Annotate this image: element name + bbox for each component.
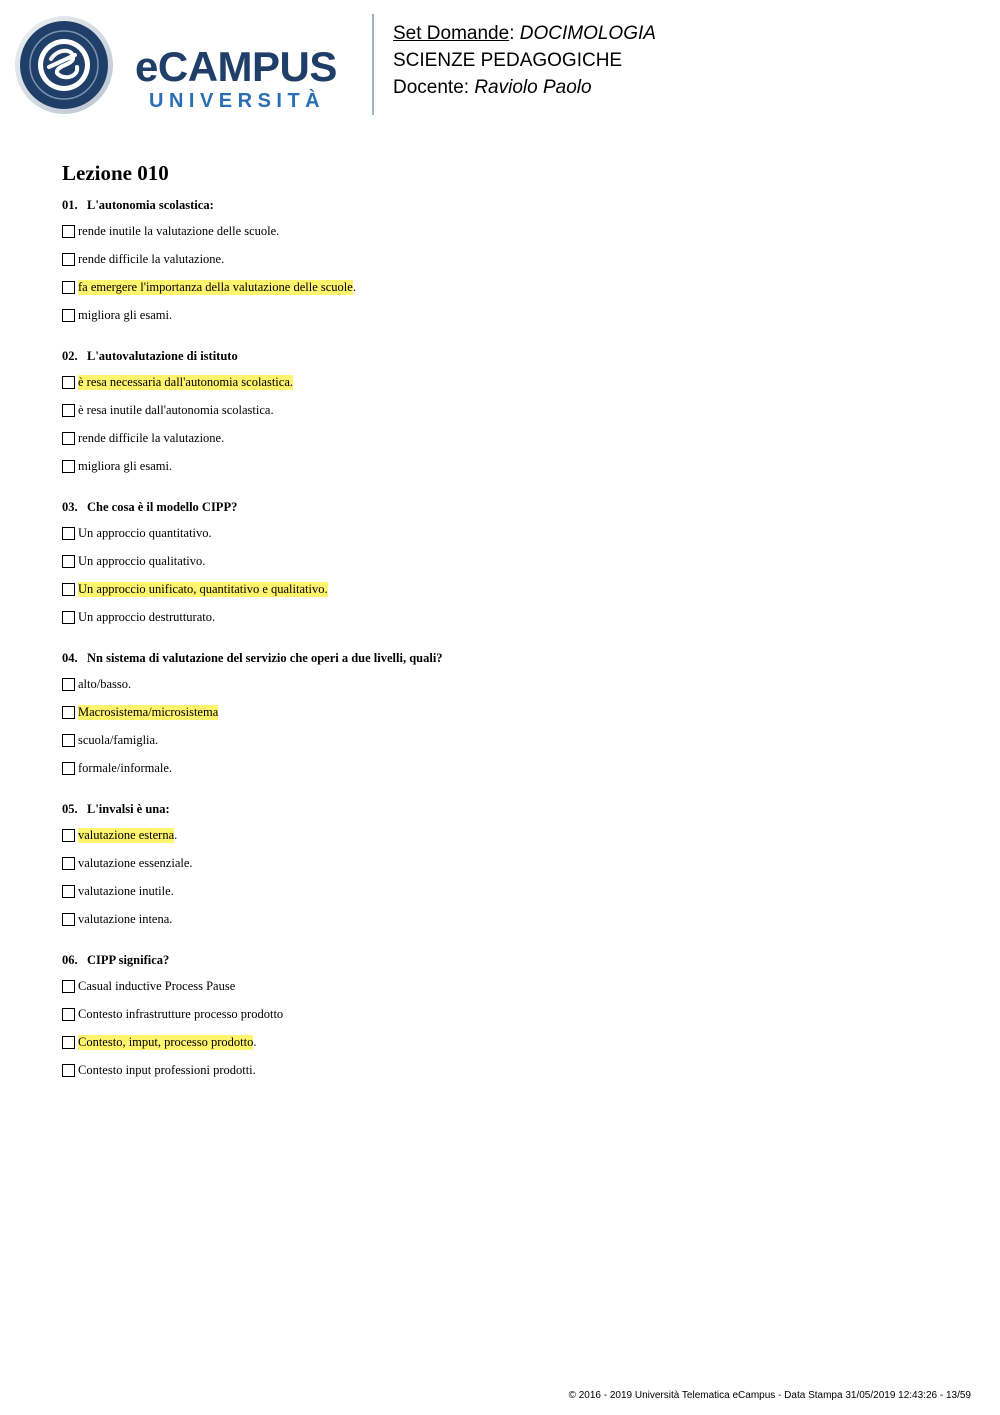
answer-text: rende inutile la valutazione delle scuole. (78, 223, 280, 238)
checkbox[interactable] (62, 857, 75, 870)
checkbox[interactable] (62, 829, 75, 842)
checkbox[interactable] (62, 460, 75, 473)
checkbox[interactable] (62, 432, 75, 445)
answer-text: Contesto infrastrutture processo prodotto (78, 1006, 284, 1021)
answer-suffix: . (174, 827, 178, 842)
answer-option[interactable] (62, 703, 218, 721)
answer-option[interactable] (62, 222, 279, 240)
answer-option[interactable] (62, 675, 131, 693)
answer-option[interactable] (62, 826, 177, 844)
question-number: 06. (62, 953, 78, 967)
answer-text: Un approccio destrutturato. (78, 609, 216, 624)
answer-text: scuola/famiglia. (78, 732, 159, 747)
header-divider (372, 14, 374, 115)
page-footer: © 2016 - 2019 Università Telematica eCampus - Data Stampa 31/05/2019 12:43:26 - 13/59 (568, 1390, 971, 1401)
question-text: L'autovalutazione di istituto (87, 349, 238, 363)
question-title (62, 953, 169, 968)
answer-text: valutazione essenziale. (78, 855, 193, 870)
answer-option[interactable] (62, 854, 193, 872)
answer-option[interactable] (62, 278, 356, 296)
answer-option[interactable] (62, 608, 215, 626)
question-number: 03. (62, 500, 78, 514)
answer-text-correct: fa emergere l'importanza della valutazione delle scuole (78, 279, 353, 294)
checkbox[interactable] (62, 555, 75, 568)
answer-text: formale/informale. (78, 760, 173, 775)
checkbox[interactable] (62, 734, 75, 747)
checkbox[interactable] (62, 404, 75, 417)
checkbox[interactable] (62, 376, 75, 389)
answer-text: Casual inductive Process Pause (78, 978, 236, 993)
answer-text-correct: è resa necessaria dall'autonomia scolastica. (78, 374, 294, 389)
answer-text: rende difficile la valutazione. (78, 251, 225, 266)
answer-option[interactable] (62, 250, 224, 268)
answer-option[interactable] (62, 1005, 283, 1023)
checkbox[interactable] (62, 281, 75, 294)
answer-text: Un approccio quantitativo. (78, 525, 212, 540)
question-title (62, 802, 170, 817)
answer-option[interactable] (62, 1061, 256, 1079)
answer-text: migliora gli esami. (78, 458, 173, 473)
answer-text: Contesto input professioni prodotti. (78, 1062, 256, 1077)
question-number: 01. (62, 198, 78, 212)
question-text: CIPP significa? (87, 953, 170, 967)
answer-option[interactable] (62, 373, 293, 391)
answer-option[interactable] (62, 524, 212, 542)
answer-option[interactable] (62, 1033, 256, 1051)
answer-option[interactable] (62, 882, 174, 900)
question-text: Nn sistema di valutazione del servizio che operi a due livelli, quali? (87, 651, 443, 665)
answer-text: migliora gli esami. (78, 307, 173, 322)
question-text: L'autonomia scolastica: (87, 198, 214, 212)
checkbox[interactable] (62, 527, 75, 540)
teacher-label: Docente: (393, 77, 470, 98)
teacher-name: Raviolo Paolo (474, 77, 592, 98)
checkbox[interactable] (62, 1036, 75, 1049)
answer-text: rende difficile la valutazione. (78, 430, 225, 445)
answer-option[interactable] (62, 457, 172, 475)
question-number: 05. (62, 802, 78, 816)
checkbox[interactable] (62, 1064, 75, 1077)
answer-option[interactable] (62, 306, 172, 324)
question-text: Che cosa è il modello CIPP? (87, 500, 238, 514)
answer-option[interactable] (62, 910, 172, 928)
seal-icon (15, 16, 113, 114)
answer-option[interactable] (62, 401, 274, 419)
checkbox[interactable] (62, 885, 75, 898)
question-title (62, 198, 214, 213)
question-number: 02. (62, 349, 78, 363)
answer-text: è resa inutile dall'autonomia scolastica. (78, 402, 274, 417)
brand-name: eCAMPUS (135, 43, 337, 90)
ecampus-logo (15, 15, 355, 115)
checkbox[interactable] (62, 980, 75, 993)
answer-text-correct: Contesto, imput, processo prodotto (78, 1034, 254, 1049)
checkbox[interactable] (62, 611, 75, 624)
set-value: DOCIMOLOGIA (519, 23, 656, 44)
checkbox[interactable] (62, 1008, 75, 1021)
answer-text-correct: Un approccio unificato, quantitativo e qualitativo. (78, 581, 328, 596)
set-label: Set Domande (393, 23, 510, 44)
lesson-title: Lezione 010 (62, 161, 169, 185)
answer-text-correct: Macrosistema/microsistema (78, 704, 219, 719)
checkbox[interactable] (62, 253, 75, 266)
checkbox[interactable] (62, 678, 75, 691)
answer-suffix: . (352, 279, 356, 294)
answer-text: alto/basso. (78, 676, 132, 691)
question-number: 04. (62, 651, 78, 665)
question-title (62, 500, 237, 515)
question-title (62, 349, 238, 364)
checkbox[interactable] (62, 706, 75, 719)
checkbox[interactable] (62, 913, 75, 926)
checkbox[interactable] (62, 762, 75, 775)
answer-text: Un approccio qualitativo. (78, 553, 206, 568)
checkbox[interactable] (62, 309, 75, 322)
answer-suffix: . (253, 1034, 257, 1049)
answer-text: valutazione intena. (78, 911, 173, 926)
checkbox[interactable] (62, 583, 75, 596)
answer-option[interactable] (62, 977, 235, 995)
brand-subtitle: UNIVERSITÀ (149, 90, 326, 112)
course-name: SCIENZE PEDAGOGICHE (393, 50, 623, 71)
answer-option[interactable] (62, 429, 224, 447)
question-text: L'invalsi è una: (87, 802, 170, 816)
answer-option[interactable] (62, 580, 328, 598)
teacher-line (393, 74, 592, 101)
checkbox[interactable] (62, 225, 75, 238)
question-title (62, 651, 443, 666)
answer-text-correct: valutazione esterna (78, 827, 175, 842)
answer-option[interactable] (62, 759, 172, 777)
answer-text: valutazione inutile. (78, 883, 174, 898)
answer-option[interactable] (62, 731, 158, 749)
answer-option[interactable] (62, 552, 205, 570)
set-line: Set Domande: DOCIMOLOGIA (393, 23, 656, 44)
